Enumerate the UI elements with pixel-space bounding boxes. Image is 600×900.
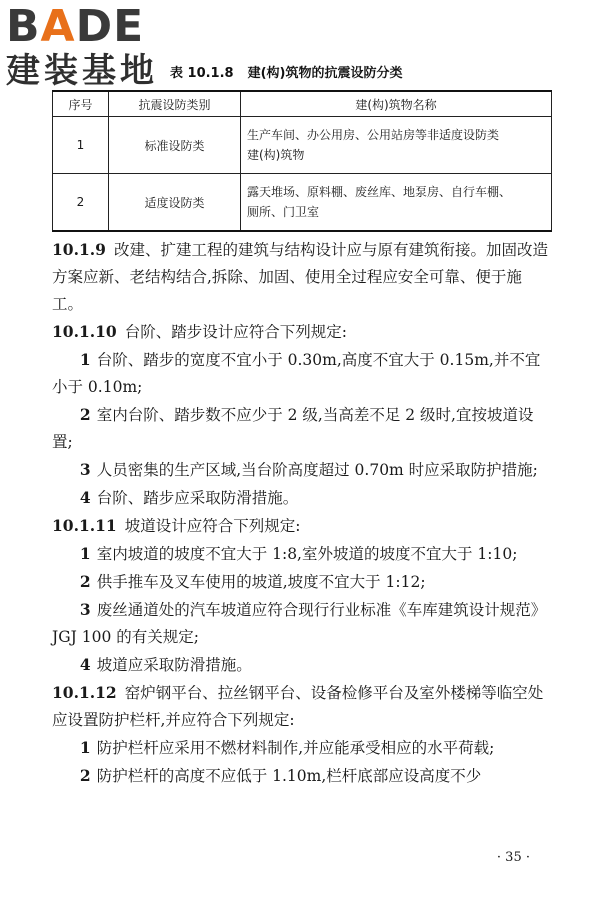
clause-item: 1 防护栏杆应采用不燃材料制作,并应能承受相应的水平荷载; [79, 738, 495, 757]
page-number: · 35 · [496, 850, 530, 865]
clause-item: 3 废丝通道处的汽车坡道应符合现行行业标准《车库建筑设计规范》JGJ 100 的有关规定; [52, 600, 547, 646]
document-body [52, 236, 550, 790]
table-title: 建(构)筑物的抗震设防分类 [247, 66, 403, 81]
clause-item: 2 供手推车及叉车使用的坡道,坡度不宜大于 1:12; [79, 572, 426, 591]
logo-chinese-name: 建装基地 [6, 51, 158, 91]
clause-10-1-11: 10.1.11 坡道设计应符合下列规定: [52, 516, 301, 535]
clause-item: 2 室内台阶、踏步数不应少于 2 级,当高差不足 2 级时,宜按坡道设置; [52, 405, 534, 451]
clause-10-1-10: 10.1.10 台阶、踏步设计应符合下列规定: [52, 322, 347, 341]
header-category: 抗震设防类别 [109, 91, 241, 117]
table-header-row [53, 91, 552, 117]
clause-10-1-9: 10.1.9 改建、扩建工程的建筑与结构设计应与原有建筑衔接。加固改造方案应新、老结构结合,拆除、加固、使用全过程应安全可靠、便于施工。 [52, 240, 548, 313]
clause-item: 3 人员密集的生产区域,当台阶高度超过 0.70m 时应采取防护措施; [79, 460, 538, 479]
row-category: 标准设防类 [109, 117, 241, 174]
table-row [53, 174, 552, 232]
table-row [53, 117, 552, 174]
clause-10-1-12: 10.1.12 窑炉钢平台、拉丝钢平台、设备检修平台及室外楼梯等临空处应设置防护栏杆,并应符合下列规定: [52, 683, 544, 729]
seismic-classification-table [52, 90, 552, 232]
row-building-names: 生产车间、办公用房、公用站房等非适度设防类 建(构)筑物 [241, 117, 552, 174]
logo [6, 1, 176, 91]
row-no: 2 [53, 174, 109, 232]
row-building-names: 露天堆场、原料棚、废丝库、地泵房、自行车棚、 厕所、门卫室 [241, 174, 552, 232]
clause-item: 1 台阶、踏步的宽度不宜小于 0.30m,高度不宜大于 0.15m,并不宜小于 0.10m; [52, 350, 541, 396]
clause-item: 2 防护栏杆的高度不应低于 1.10m,栏杆底部应设高度不少 [79, 766, 482, 785]
logo-wordmark: BADE [6, 1, 145, 52]
row-no: 1 [53, 117, 109, 174]
header-no: 序号 [53, 91, 109, 117]
row-category: 适度设防类 [109, 174, 241, 232]
clause-item: 4 坡道应采取防滑措施。 [79, 655, 252, 674]
table-caption [170, 62, 402, 81]
clause-item: 1 室内坡道的坡度不宜大于 1:8,室外坡道的坡度不宜大于 1:10; [79, 544, 518, 563]
header-building-names: 建(构)筑物名称 [241, 91, 552, 117]
table-number: 表 10.1.8 [170, 66, 234, 81]
clause-item: 4 台阶、踏步应采取防滑措施。 [79, 488, 299, 507]
